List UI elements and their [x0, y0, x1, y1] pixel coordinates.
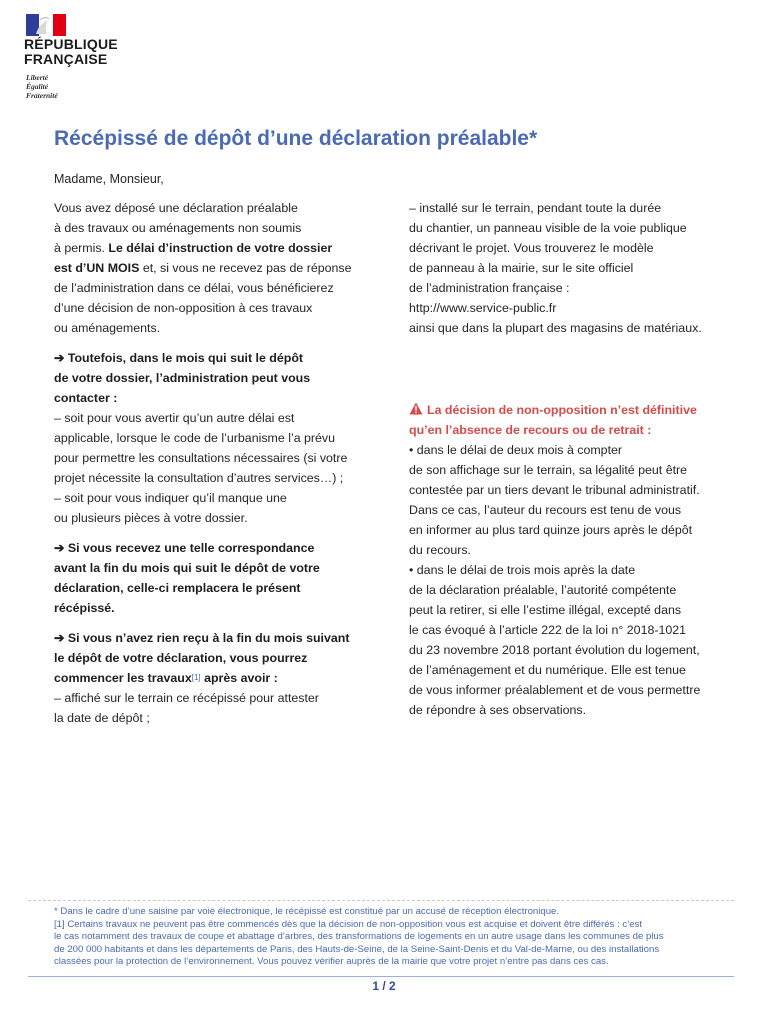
text-line: de vous informer préalablement et de vous permettre: [409, 683, 701, 697]
warning-heading: [409, 400, 754, 440]
text-segment: est d’UN MOIS: [54, 261, 140, 275]
text-segment: Le délai d’instruction de votre dossier: [108, 241, 333, 255]
text-segment: ➔ Toutefois, dans le mois qui suit le dépôt: [54, 351, 304, 365]
text-line: du recours.: [409, 543, 471, 557]
text-line: contestée par un tiers devant le tribunal administratif.: [409, 483, 700, 497]
salutation: Madame, Monsieur,: [54, 172, 164, 186]
text-segment: contacter :: [54, 391, 118, 405]
text-segment: ou aménagements.: [54, 321, 161, 335]
text-segment: le dépôt de votre déclaration, vous pourrez: [54, 651, 308, 665]
paragraph-instruction-delay: [54, 198, 384, 338]
text-segment: – affiché sur le terrain ce récépissé pour attester: [54, 691, 319, 705]
warning-line-1: La décision de non-opposition n’est définitive: [427, 403, 697, 417]
republique-francaise-logo-text: RÉPUBLIQUE FRANÇAISE: [24, 36, 118, 67]
text-line: • dans le délai de deux mois à compter: [409, 443, 623, 457]
page-number: 1 / 2: [372, 979, 396, 993]
text-segment: avant la fin du mois qui suit le dépôt de votre: [54, 561, 320, 575]
text-line: Dans ce cas, l’auteur du recours est tenu de vous: [409, 503, 682, 517]
page-bottom-rule: [28, 976, 734, 977]
text-line: de l’administration française :: [409, 281, 570, 295]
footnote-ref-1: [1]: [191, 673, 201, 682]
text-segment: la date de dépôt ;: [54, 711, 150, 725]
text-segment: après avoir :: [200, 671, 278, 685]
text-segment: – soit pour vous indiquer qu’il manque une: [54, 491, 287, 505]
text-segment: projet nécessite la consultation d’autres services…) ;: [54, 471, 344, 485]
footnote-1-line-2: le cas notamment des travaux de coupe et abattage d’arbres, des transformations de logements en un autre usage dans les communes de plus: [54, 931, 664, 943]
text-segment: et, si vous ne recevez pas de réponse: [139, 261, 352, 275]
text-line: de l’aménagement et du numérique. Elle est tenue: [409, 663, 686, 677]
text-line: du 23 novembre 2018 portant évolution du logement,: [409, 643, 700, 657]
text-segment: applicable, lorsque le code de l’urbanisme l’a prévu: [54, 431, 336, 445]
text-line: de panneau à la mairie, sur le site officiel: [409, 261, 634, 275]
warning-triangle-icon: [409, 402, 423, 415]
marianne-flag-icon: [26, 14, 66, 36]
text-line: décrivant le projet. Vous trouverez le modèle: [409, 241, 654, 255]
footnote-divider: [28, 900, 734, 901]
footnote-1-line-1: [1] Certains travaux ne peuvent pas être commencés dès que la décision de non-opposition vous est acquise et doivent être différés : c’est: [54, 918, 643, 930]
document-title: Récépissé de dépôt d’une déclaration préalable*: [54, 127, 538, 150]
paragraph-recourse-delays: [409, 440, 754, 720]
footnote-1-line-3: de 200 000 habitants et dans les départements de Paris, des Hauts-de-Seine, de la Seine-Saint-Denis et du Val-de-Marne, ou des installations: [54, 943, 660, 955]
text-line: http://www.service-public.fr: [409, 301, 557, 315]
text-segment: déclaration, celle-ci remplacera le présent: [54, 581, 301, 595]
text-line: ainsi que dans la plupart des magasins de matériaux.: [409, 321, 702, 335]
text-line: – installé sur le terrain, pendant toute la durée: [409, 201, 662, 215]
text-line: le cas évoqué à l’article 222 de la loi n° 2018-1021: [409, 623, 687, 637]
text-line: • dans le délai de trois mois après la date: [409, 563, 636, 577]
text-segment: ou plusieurs pièces à votre dossier.: [54, 511, 248, 525]
text-segment: ➔ Si vous recevez une telle correspondance: [54, 541, 315, 555]
left-column: [54, 198, 384, 728]
text-segment: Vous avez déposé une déclaration préalable: [54, 201, 298, 215]
republic-motto: Liberté Égalité Fraternité: [26, 73, 58, 100]
text-segment: pour permettre les consultations nécessaires (si votre: [54, 451, 348, 465]
text-segment: récépissé.: [54, 601, 115, 615]
footnote-electronic: * Dans le cadre d’une saisine par voie électronique, le récépissé est constitué par un accusé de réception électronique.: [54, 906, 560, 917]
paragraph-administration-contact: [54, 348, 384, 528]
text-segment: à des travaux ou aménagements non soumis: [54, 221, 302, 235]
text-line: de son affichage sur le terrain, sa légalité peut être: [409, 463, 688, 477]
paragraph-correspondence: [54, 538, 384, 618]
text-segment: commencer les travaux: [54, 671, 192, 685]
text-line: de répondre à ses observations.: [409, 703, 587, 717]
text-line: peut la retirer, si elle l’estime illégal, excepté dans: [409, 603, 682, 617]
text-segment: à permis.: [54, 241, 109, 255]
footnote-1-line-4: classées pour la protection de l’environnement. Vous pouvez vérifier auprès de la mairie que votre projet n’entre pas dans ces cas.: [54, 956, 609, 968]
text-segment: d’une décision de non-opposition à ces travaux: [54, 301, 313, 315]
text-segment: de votre dossier, l’administration peut vous: [54, 371, 311, 385]
text-line: du chantier, un panneau visible de la voie publique: [409, 221, 687, 235]
text-line: en informer au plus tard quinze jours après le dépôt: [409, 523, 693, 537]
text-segment: – soit pour vous avertir qu’un autre délai est: [54, 411, 295, 425]
paragraph-start-works: [54, 628, 384, 728]
text-line: de la déclaration préalable, l’autorité compétente: [409, 583, 677, 597]
right-column: [409, 198, 754, 720]
paragraph-panel-display: [409, 198, 754, 338]
text-segment: de l’administration dans ce délai, vous bénéficierez: [54, 281, 334, 295]
footnotes: [54, 906, 734, 969]
text-segment: ➔ Si vous n’avez rien reçu à la fin du mois suivant: [54, 631, 350, 645]
warning-line-2: qu’en l’absence de recours ou de retrait :: [409, 423, 652, 437]
